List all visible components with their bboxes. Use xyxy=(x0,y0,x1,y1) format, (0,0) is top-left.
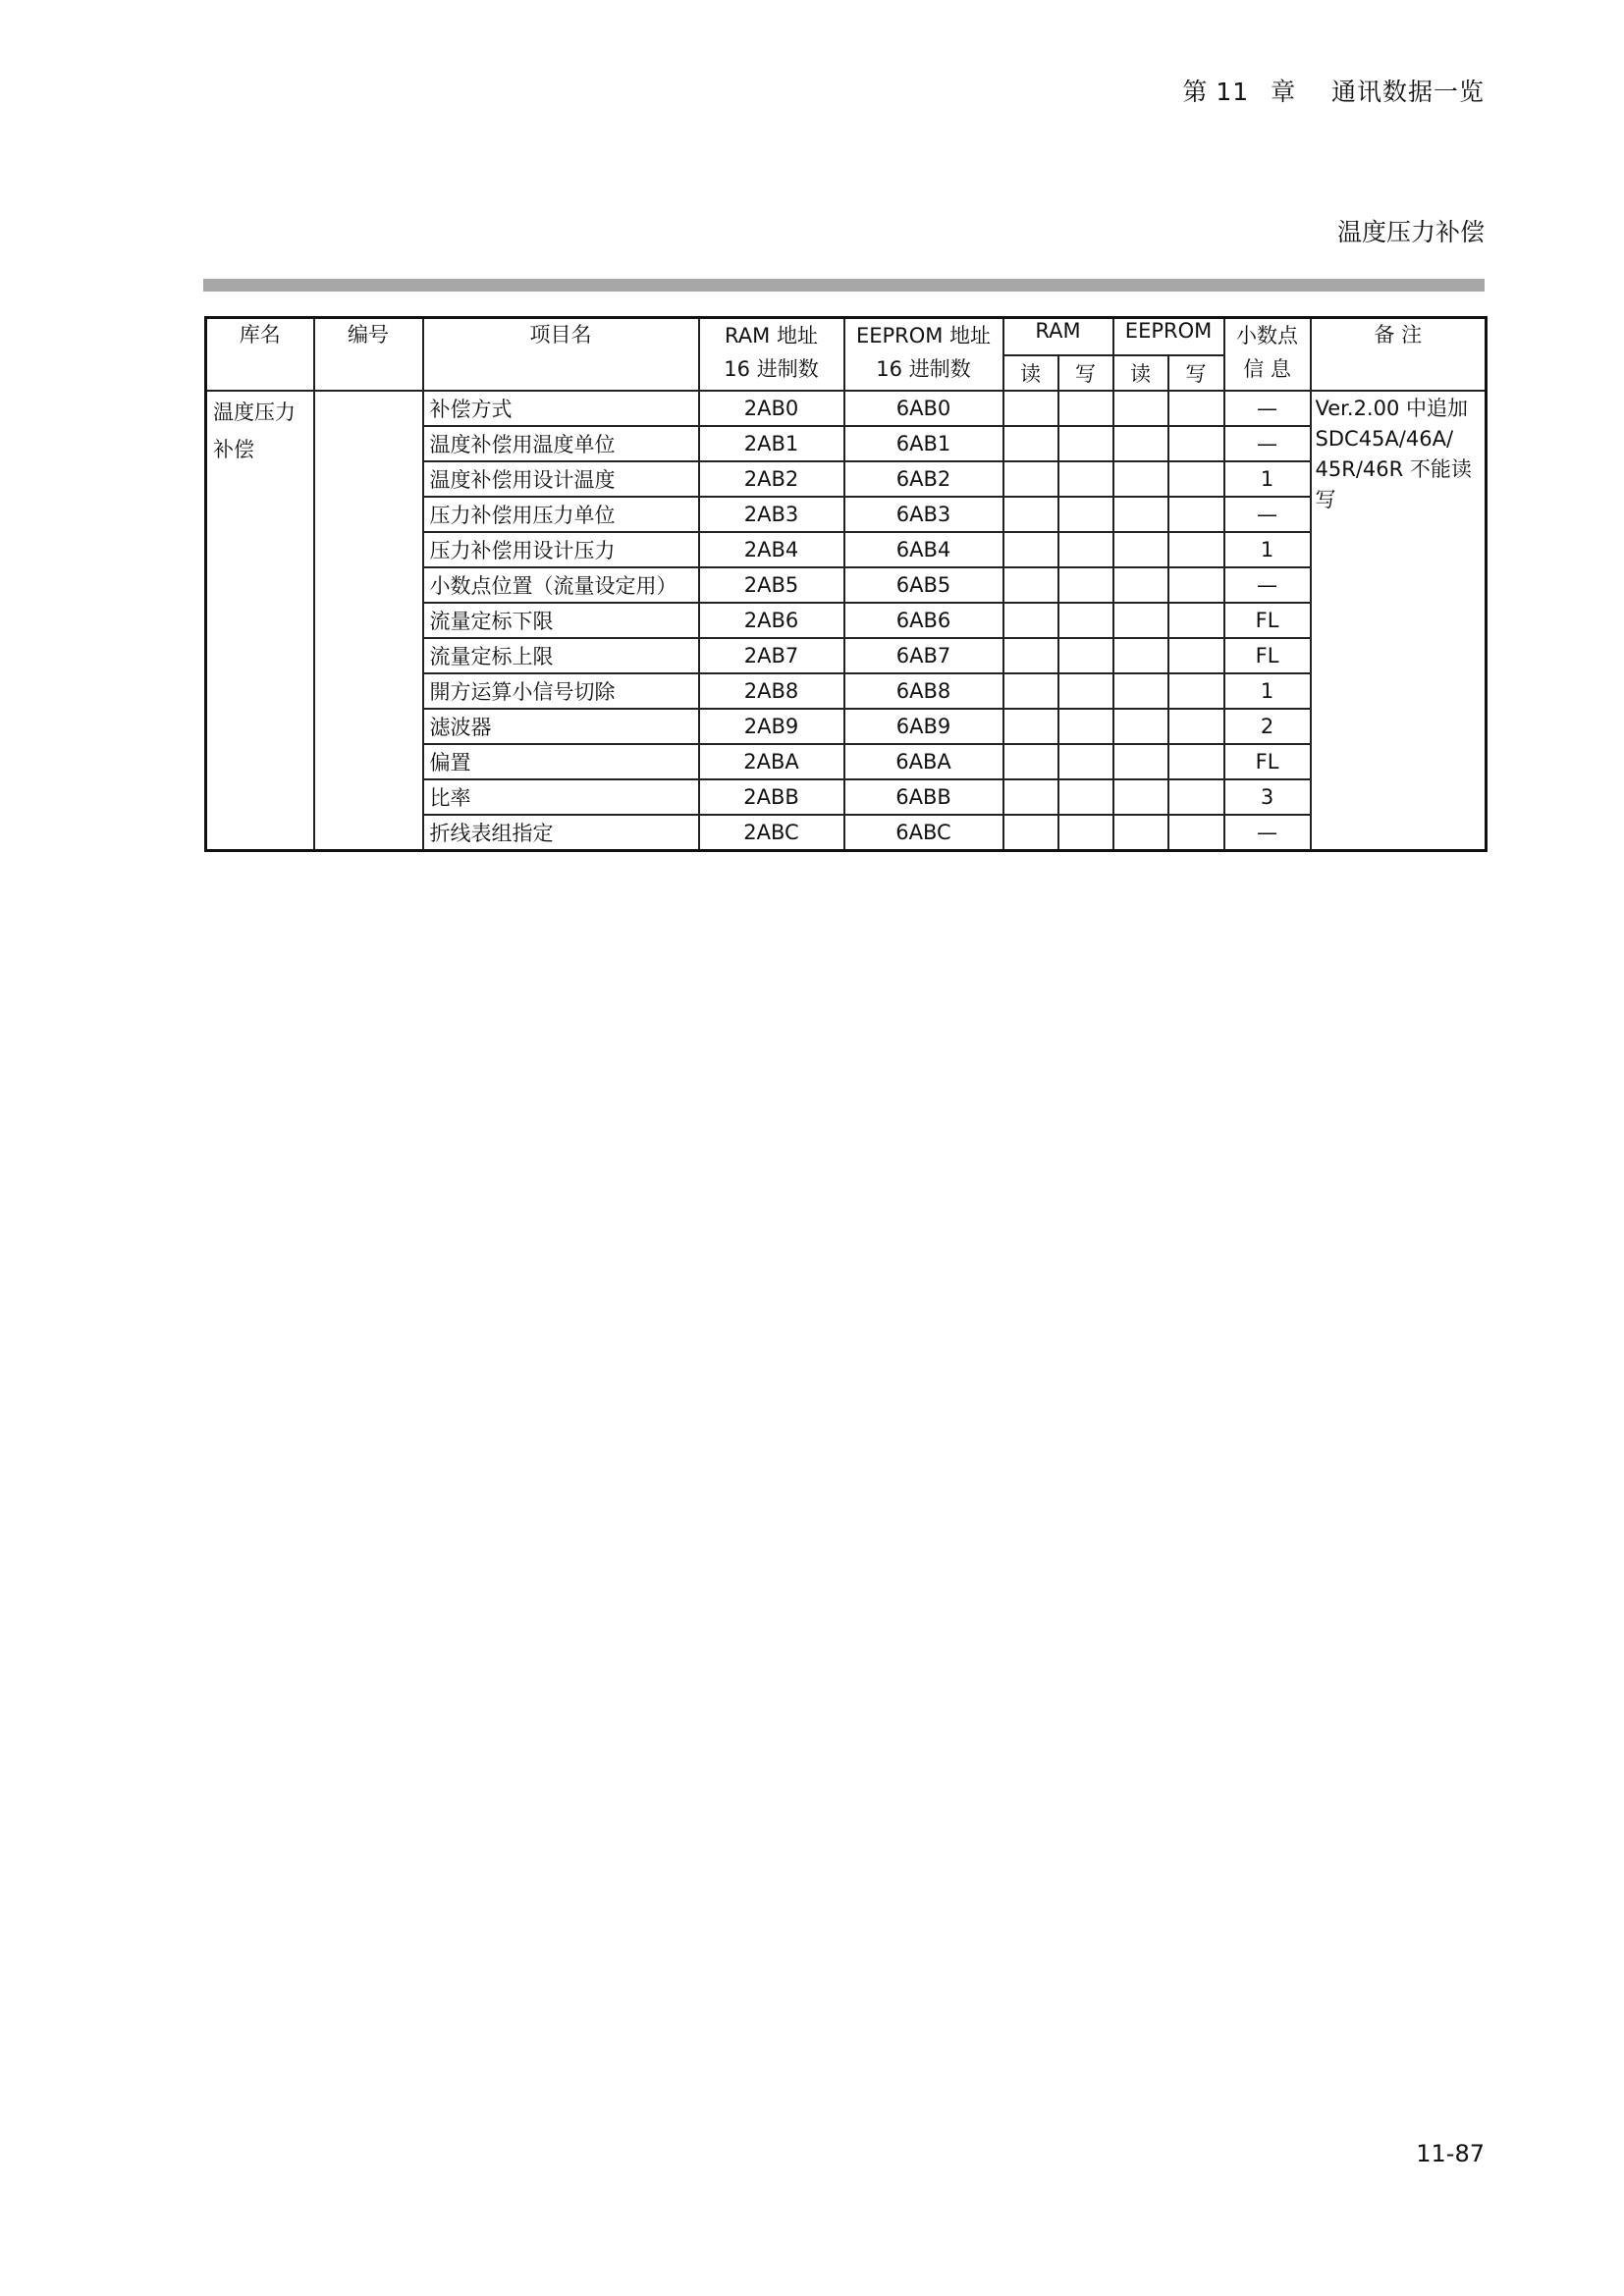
eeprom-read-cell xyxy=(1113,532,1168,567)
eeprom-write-cell xyxy=(1168,567,1224,603)
eeprom-read-cell xyxy=(1113,497,1168,532)
eeprom-write-cell xyxy=(1168,461,1224,497)
ram-read-cell xyxy=(1003,497,1058,532)
header-eeprom-address-line1: EEPROM 地址 xyxy=(855,324,992,347)
eeprom-address-cell: 6ABB xyxy=(844,779,1003,815)
header-ram-address-line2: 16 进制数 xyxy=(724,357,819,381)
header-decimal-line1: 小数点 xyxy=(1236,324,1299,347)
item-name-cell: 补偿方式 xyxy=(423,391,699,426)
eeprom-write-cell xyxy=(1168,603,1224,638)
item-name-cell: 温度补偿用设计温度 xyxy=(423,461,699,497)
ram-read-cell xyxy=(1003,603,1058,638)
ram-read-cell xyxy=(1003,461,1058,497)
ram-write-cell xyxy=(1058,461,1113,497)
header-ram-read: 读 xyxy=(1003,355,1058,391)
ram-read-cell xyxy=(1003,426,1058,461)
remark-line: Ver.2.00 中追加 xyxy=(1315,397,1469,420)
item-name-cell: 流量定标下限 xyxy=(423,603,699,638)
remark-line: 45R/46R 不能读 xyxy=(1315,457,1472,481)
ram-address-cell: 2ABB xyxy=(699,779,844,815)
ram-write-cell xyxy=(1058,567,1113,603)
ram-address-cell: 2AB9 xyxy=(699,709,844,744)
eeprom-read-cell xyxy=(1113,603,1168,638)
eeprom-read-cell xyxy=(1113,744,1168,779)
eeprom-address-cell: 6ABA xyxy=(844,744,1003,779)
eeprom-address-cell: 6AB0 xyxy=(844,391,1003,426)
decimal-info-cell: — xyxy=(1224,815,1311,851)
remark-line: SDC45A/46A/ xyxy=(1315,427,1454,451)
eeprom-write-cell xyxy=(1168,426,1224,461)
chapter-number: 11 xyxy=(1216,78,1250,106)
header-ram: RAM xyxy=(1003,318,1113,356)
item-name-cell: 压力补偿用压力单位 xyxy=(423,497,699,532)
ram-address-cell: 2ABA xyxy=(699,744,844,779)
ram-write-cell xyxy=(1058,744,1113,779)
ram-read-cell xyxy=(1003,709,1058,744)
page-number: 11-87 xyxy=(1416,2140,1485,2167)
decimal-info-cell: 1 xyxy=(1224,532,1311,567)
ram-read-cell xyxy=(1003,638,1058,673)
eeprom-address-cell: 6AB4 xyxy=(844,532,1003,567)
decimal-info-cell: 3 xyxy=(1224,779,1311,815)
header-decimal-info xyxy=(1224,318,1311,392)
section-title: 温度压力补偿 xyxy=(1336,218,1485,246)
eeprom-read-cell xyxy=(1113,779,1168,815)
header-ram-write: 写 xyxy=(1058,355,1113,391)
ram-write-cell xyxy=(1058,709,1113,744)
item-name-cell: 開方运算小信号切除 xyxy=(423,673,699,709)
decimal-info-cell: — xyxy=(1224,497,1311,532)
eeprom-read-cell xyxy=(1113,673,1168,709)
ram-read-cell xyxy=(1003,744,1058,779)
table-row xyxy=(206,391,1487,426)
header-ram-address-line1: RAM 地址 xyxy=(725,324,818,347)
decimal-info-cell: 1 xyxy=(1224,673,1311,709)
header-item: 项目名 xyxy=(423,318,699,392)
eeprom-read-cell xyxy=(1113,638,1168,673)
eeprom-write-cell xyxy=(1168,532,1224,567)
ram-address-cell: 2AB2 xyxy=(699,461,844,497)
table-body xyxy=(206,391,1487,851)
item-name-cell: 流量定标上限 xyxy=(423,638,699,673)
decimal-info-cell: FL xyxy=(1224,744,1311,779)
eeprom-address-cell: 6AB7 xyxy=(844,638,1003,673)
header-eeprom-address xyxy=(844,318,1003,392)
item-name-cell: 滤波器 xyxy=(423,709,699,744)
header-eeprom-read: 读 xyxy=(1113,355,1168,391)
decimal-info-cell: FL xyxy=(1224,603,1311,638)
remark-line: 写 xyxy=(1315,488,1336,511)
ram-read-cell xyxy=(1003,532,1058,567)
header-library: 库名 xyxy=(206,318,314,392)
eeprom-write-cell xyxy=(1168,497,1224,532)
ram-address-cell: 2AB6 xyxy=(699,603,844,638)
eeprom-read-cell xyxy=(1113,567,1168,603)
decimal-info-cell: 2 xyxy=(1224,709,1311,744)
library-name-cell xyxy=(206,391,314,851)
number-cell xyxy=(314,391,423,851)
eeprom-write-cell xyxy=(1168,638,1224,673)
ram-read-cell xyxy=(1003,567,1058,603)
ram-address-cell: 2AB0 xyxy=(699,391,844,426)
ram-address-cell: 2AB1 xyxy=(699,426,844,461)
header-remark: 备 注 xyxy=(1311,318,1487,392)
header-eeprom: EEPROM xyxy=(1113,318,1224,356)
ram-write-cell xyxy=(1058,497,1113,532)
ram-write-cell xyxy=(1058,603,1113,638)
ram-read-cell xyxy=(1003,779,1058,815)
eeprom-write-cell xyxy=(1168,709,1224,744)
eeprom-write-cell xyxy=(1168,779,1224,815)
ram-address-cell: 2AB5 xyxy=(699,567,844,603)
ram-address-cell: 2ABC xyxy=(699,815,844,851)
ram-address-cell: 2AB3 xyxy=(699,497,844,532)
item-name-cell: 小数点位置（流量设定用） xyxy=(423,567,699,603)
eeprom-read-cell xyxy=(1113,709,1168,744)
ram-write-cell xyxy=(1058,673,1113,709)
chapter-suffix: 章 xyxy=(1271,78,1297,106)
eeprom-read-cell xyxy=(1113,461,1168,497)
eeprom-read-cell xyxy=(1113,426,1168,461)
decimal-info-cell: — xyxy=(1224,567,1311,603)
library-name-line1: 温度压力 xyxy=(213,400,296,424)
eeprom-write-cell xyxy=(1168,815,1224,851)
remark-cell xyxy=(1311,391,1487,851)
library-name-line2: 补偿 xyxy=(213,438,254,461)
item-name-cell: 偏置 xyxy=(423,744,699,779)
ram-address-cell: 2AB7 xyxy=(699,638,844,673)
ram-address-cell: 2AB4 xyxy=(699,532,844,567)
item-name-cell: 比率 xyxy=(423,779,699,815)
ram-write-cell xyxy=(1058,426,1113,461)
header-number: 编号 xyxy=(314,318,423,392)
ram-write-cell xyxy=(1058,638,1113,673)
section-divider xyxy=(203,279,1485,292)
decimal-info-cell: — xyxy=(1224,426,1311,461)
item-name-cell: 压力补偿用设计压力 xyxy=(423,532,699,567)
eeprom-read-cell xyxy=(1113,391,1168,426)
ram-write-cell xyxy=(1058,815,1113,851)
header-decimal-line2: 信 息 xyxy=(1243,357,1291,381)
ram-address-cell: 2AB8 xyxy=(699,673,844,709)
eeprom-write-cell xyxy=(1168,673,1224,709)
item-name-cell: 折线表组指定 xyxy=(423,815,699,851)
eeprom-address-cell: 6ABC xyxy=(844,815,1003,851)
eeprom-address-cell: 6AB9 xyxy=(844,709,1003,744)
chapter-header xyxy=(1182,73,1485,108)
chapter-title: 通讯数据一览 xyxy=(1330,78,1485,106)
header-eeprom-address-line2: 16 进制数 xyxy=(876,357,971,381)
decimal-info-cell: 1 xyxy=(1224,461,1311,497)
ram-write-cell xyxy=(1058,779,1113,815)
eeprom-read-cell xyxy=(1113,815,1168,851)
ram-write-cell xyxy=(1058,391,1113,426)
ram-read-cell xyxy=(1003,815,1058,851)
eeprom-address-cell: 6AB5 xyxy=(844,567,1003,603)
chapter-prefix: 第 xyxy=(1182,78,1209,106)
decimal-info-cell: — xyxy=(1224,391,1311,426)
eeprom-address-cell: 6AB2 xyxy=(844,461,1003,497)
eeprom-write-cell xyxy=(1168,391,1224,426)
eeprom-address-cell: 6AB8 xyxy=(844,673,1003,709)
ram-read-cell xyxy=(1003,391,1058,426)
eeprom-address-cell: 6AB3 xyxy=(844,497,1003,532)
communication-data-table xyxy=(204,316,1488,852)
header-ram-address xyxy=(699,318,844,392)
eeprom-address-cell: 6AB6 xyxy=(844,603,1003,638)
item-name-cell: 温度补偿用温度单位 xyxy=(423,426,699,461)
ram-write-cell xyxy=(1058,532,1113,567)
eeprom-address-cell: 6AB1 xyxy=(844,426,1003,461)
header-eeprom-write: 写 xyxy=(1168,355,1224,391)
decimal-info-cell: FL xyxy=(1224,638,1311,673)
ram-read-cell xyxy=(1003,673,1058,709)
eeprom-write-cell xyxy=(1168,744,1224,779)
